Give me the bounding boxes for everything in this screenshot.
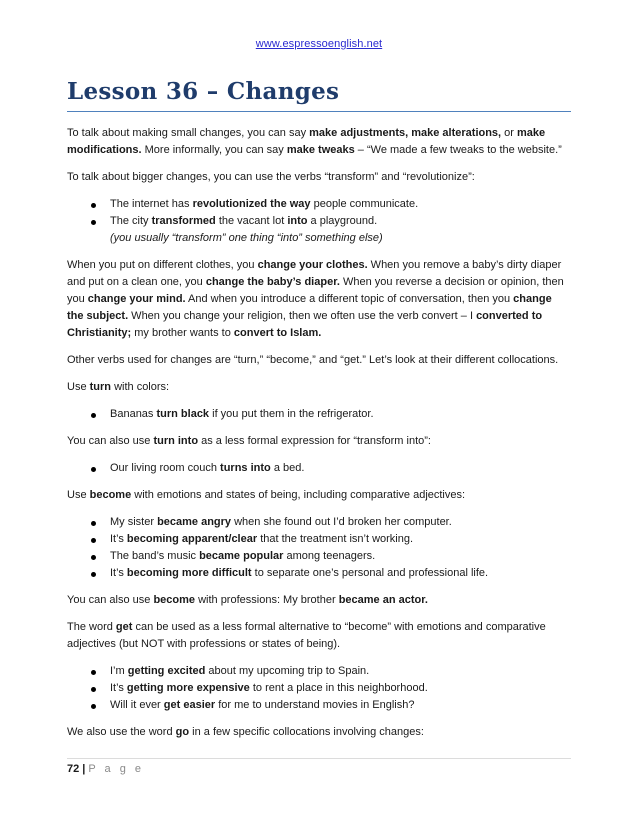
list-item: [110, 531, 571, 548]
text: The band’s music: [110, 550, 200, 562]
list-item: [110, 406, 571, 423]
bold-phrase: turn: [89, 381, 112, 393]
text: can be used as a less formal alternative to “become” with emotions and comparative adjectives (but NOT with professions or states of being).: [67, 621, 546, 650]
text: a bed.: [270, 462, 305, 474]
bold-phrase: became angry: [157, 516, 232, 528]
text: To talk about making small changes, you can say: [67, 127, 310, 139]
page-footer: [67, 763, 144, 775]
text: And when you introduce a different topic of conversation, then you: [185, 293, 514, 305]
bold-phrase: convert to Islam.: [233, 327, 322, 339]
text: the vacant lot: [215, 215, 288, 227]
bullet-list-become: [67, 514, 571, 582]
text: More informally, you can say: [141, 144, 287, 156]
text: It’s: [110, 567, 127, 579]
bold-phrase: become: [153, 594, 196, 606]
paragraph-get: [67, 619, 571, 653]
text: It’s: [110, 533, 127, 545]
bold-phrase: becoming apparent/clear: [126, 533, 258, 545]
bullet-list-transform: [67, 196, 571, 247]
text: My sister: [110, 516, 158, 528]
text: in a few specific collocations involving changes:: [189, 726, 424, 738]
text: Bananas: [110, 408, 157, 420]
text: with emotions and states of being, including comparative adjectives:: [131, 489, 466, 501]
text: with professions: My brother: [195, 594, 339, 606]
bold-phrase: make adjustments, make alterations,: [309, 127, 502, 139]
list-item: [110, 565, 571, 582]
list-item: [110, 663, 571, 680]
bullet-list-turn: [67, 406, 571, 423]
footer-divider: [67, 758, 571, 759]
text: Use: [67, 381, 90, 393]
text: We also use the word: [67, 726, 176, 738]
lesson-body: [67, 125, 571, 751]
text: The city: [110, 215, 152, 227]
paragraph-turn-into: [67, 433, 571, 450]
text: when she found out I’d broken her computer.: [231, 516, 452, 528]
paragraph-change-collocations: [67, 257, 571, 342]
bold-phrase: revolutionized the way: [192, 198, 311, 210]
list-item: [110, 548, 571, 565]
bold-phrase: turn into: [153, 435, 199, 447]
text: to rent a place in this neighborhood.: [249, 682, 428, 694]
text: if you put them in the refrigerator.: [209, 408, 374, 420]
bold-phrase: go: [175, 726, 190, 738]
text: When you reverse a decision or opinion, then you: [67, 276, 564, 305]
text: or: [501, 127, 518, 139]
bold-phrase: get: [115, 621, 133, 633]
bold-phrase: change the subject.: [67, 293, 552, 322]
text: a playground.: [307, 215, 378, 227]
text: You can also use: [67, 594, 154, 606]
italic-note: (you usually “transform” one thing “into” something else): [110, 232, 383, 244]
paragraph-become-emotions: [67, 487, 571, 504]
list-item: [110, 680, 571, 697]
text: to separate one’s personal and professional life.: [251, 567, 489, 579]
text: When you remove a baby’s dirty diaper and put on a clean one, you: [67, 259, 562, 288]
text: Our living room couch: [110, 462, 221, 474]
lesson-title: Lesson 36 – Changes: [67, 78, 340, 105]
text: as a less formal expression for “transform into”:: [198, 435, 431, 447]
paragraph-small-changes: [67, 125, 571, 159]
page-label: P a g e: [88, 763, 144, 775]
paragraph-bigger-changes: To talk about bigger changes, you can use the verbs “transform” and “revolutionize”:: [67, 171, 475, 183]
list-item: [110, 697, 571, 714]
text: among teenagers.: [283, 550, 376, 562]
text: The internet has: [110, 198, 193, 210]
bold-phrase: getting more expensive: [126, 682, 250, 694]
website-link[interactable]: www.espressoenglish.net: [255, 38, 383, 50]
bold-phrase: getting excited: [127, 665, 206, 677]
paragraph-turn-colors: [67, 379, 571, 396]
list-item: [110, 196, 571, 213]
list-item: [110, 460, 571, 477]
footer-separator: |: [82, 763, 86, 775]
text: It’s: [110, 682, 127, 694]
bold-phrase: change your mind.: [87, 293, 186, 305]
text: – “We made a few tweaks to the website.”: [354, 144, 562, 156]
text: Will it ever: [110, 699, 164, 711]
bold-phrase: becoming more difficult: [126, 567, 252, 579]
text: You can also use: [67, 435, 154, 447]
text: The word: [67, 621, 116, 633]
list-item: [110, 514, 571, 531]
bold-phrase: became popular: [199, 550, 284, 562]
bold-phrase: turns into: [220, 462, 271, 474]
text: I’m: [110, 665, 128, 677]
bold-phrase: make modifications.: [67, 127, 546, 156]
text: When you change your religion, then we often use the verb convert – I: [128, 310, 477, 322]
bold-phrase: change the baby’s diaper.: [205, 276, 340, 288]
bold-phrase: turn black: [156, 408, 210, 420]
text: with colors:: [111, 381, 170, 393]
page-number: 72: [67, 763, 80, 775]
bold-phrase: make tweaks: [286, 144, 355, 156]
bold-phrase: became an actor.: [338, 594, 428, 606]
text: people communicate.: [310, 198, 419, 210]
bold-phrase: get easier: [163, 699, 216, 711]
text: about my upcoming trip to Spain.: [205, 665, 370, 677]
bold-phrase: into: [287, 215, 308, 227]
bullet-list-get: [67, 663, 571, 714]
text: that the treatment isn’t working.: [257, 533, 414, 545]
text: When you put on different clothes, you: [67, 259, 258, 271]
paragraph-other-verbs: Other verbs used for changes are “turn,” “become,” and “get.” Let’s look at their different collocations.: [67, 354, 559, 366]
bold-phrase: converted to Christianity;: [67, 310, 543, 339]
bullet-list-turn-into: [67, 460, 571, 477]
bold-phrase: become: [89, 489, 132, 501]
list-item: [110, 213, 571, 247]
bold-phrase: transformed: [151, 215, 216, 227]
text: Use: [67, 489, 90, 501]
text: my brother wants to: [131, 327, 234, 339]
title-underline: [67, 111, 571, 112]
text: for me to understand movies in English?: [215, 699, 415, 711]
paragraph-go: [67, 724, 571, 741]
paragraph-become-professions: [67, 592, 571, 609]
bold-phrase: change your clothes.: [257, 259, 368, 271]
